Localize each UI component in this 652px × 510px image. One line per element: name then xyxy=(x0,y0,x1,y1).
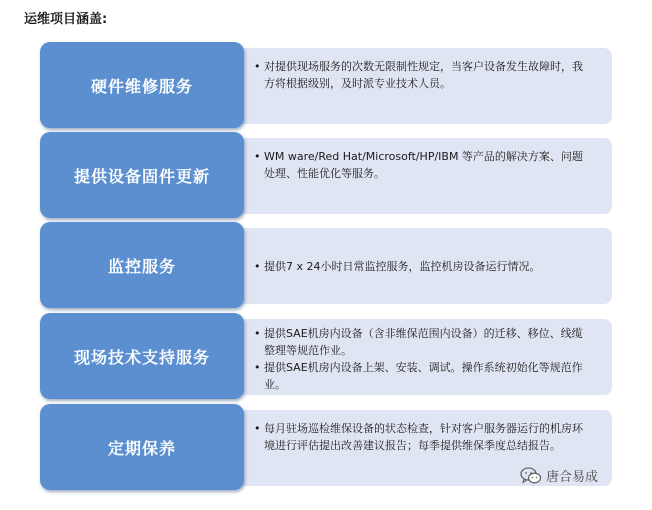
service-description-box xyxy=(228,138,612,214)
service-row-firmware-update xyxy=(40,132,614,220)
watermark xyxy=(520,466,598,485)
service-bullet: • 提供SAE机房内设备（含非维保范围内设备）的迁移、移位、线缆整理等规范作业。 xyxy=(254,325,592,359)
service-title: 监控服务 xyxy=(40,222,244,308)
wechat-icon xyxy=(520,467,542,485)
service-description-box xyxy=(228,319,612,395)
service-title: 硬件维修服务 xyxy=(40,42,244,128)
service-bullet: • WM ware/Red Hat/Microsoft/HP/IBM 等产品的解决方案、问题处理、性能优化等服务。 xyxy=(254,148,592,182)
service-description-box xyxy=(228,48,612,124)
service-row-hardware-repair xyxy=(40,42,614,130)
service-row-monitoring xyxy=(40,222,614,310)
service-bullet: • 提供7 x 24小时日常监控服务，监控机房设备运行情况。 xyxy=(254,258,592,275)
page-heading: 运维项目涵盖: xyxy=(24,12,108,27)
watermark-text: 唐合易成 xyxy=(546,470,599,485)
service-title: 定期保养 xyxy=(40,404,244,490)
service-row-onsite-support xyxy=(40,313,614,401)
service-bullet: • 每月驻场巡检维保设备的状态检查，针对客户服务器运行的机房环境进行评估提出改善建议报告；每季提供维保季度总结报告。 xyxy=(254,420,592,454)
service-title: 现场技术支持服务 xyxy=(40,313,244,399)
service-bullet: • 对提供现场服务的次数无限制性规定，当客户设备发生故障时，我方将根据级别，及时派专业技术人员。 xyxy=(254,58,592,92)
service-description-box xyxy=(228,228,612,304)
service-title: 提供设备固件更新 xyxy=(40,132,244,218)
service-bullet: • 提供SAE机房内设备上架、安装、调试。操作系统初始化等规范作业。 xyxy=(254,359,592,393)
